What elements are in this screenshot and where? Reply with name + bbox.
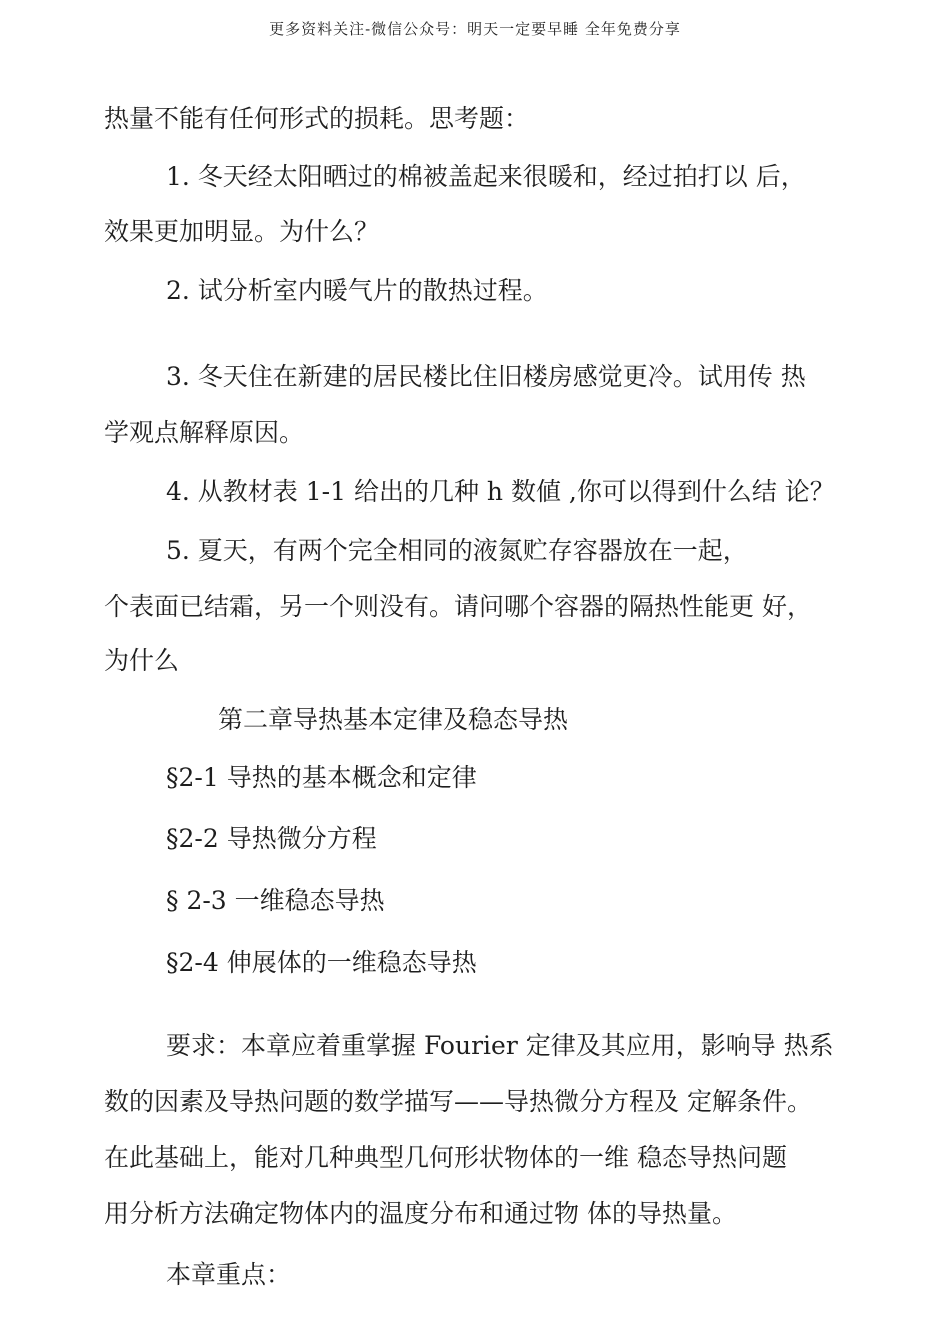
question-3-cont: 学观点解释原因。 <box>104 418 305 447</box>
chapter-title: 第二章导热基本定律及稳态导热 <box>218 705 569 734</box>
section-2-1: §2-1 导热的基本概念和定律 <box>166 763 477 792</box>
page-header: 更多资料关注-微信公众号：明天一定要早睡 全年免费分享 <box>269 20 681 38</box>
question-1-cont: 效果更加明显。为什么？ <box>104 217 380 246</box>
requirements-line-1: 要求：本章应着重掌握 Fourier 定律及其应用，影响导 热系 <box>166 1031 834 1060</box>
requirements-line-3: 在此基础上，能对几种典型几何形状物体的一维 稳态导热问题 <box>104 1143 787 1172</box>
text-line-intro: 热量不能有任何形式的损耗。思考题： <box>104 104 530 133</box>
requirements-line-2: 数的因素及导热问题的数学描写——导热微分方程及 定解条件。 <box>104 1087 812 1116</box>
question-5: 5. 夏天，有两个完全相同的液氮贮存容器放在一起， <box>166 536 748 565</box>
question-2: 2. 试分析室内暖气片的散热过程。 <box>166 276 548 305</box>
question-5-cont: 个表面已结霜，另一个则没有。请问哪个容器的隔热性能更 好， <box>104 592 812 621</box>
section-2-3: § 2-3 一维稳态导热 <box>166 886 385 915</box>
question-3: 3. 冬天住在新建的居民楼比住旧楼房感觉更冷。试用传 热 <box>166 362 806 391</box>
section-2-4: §2-4 伸展体的一维稳态导热 <box>166 948 477 977</box>
key-points-heading: 本章重点： <box>166 1260 292 1289</box>
requirements-line-4: 用分析方法确定物体内的温度分布和通过物 体的导热量。 <box>104 1199 737 1228</box>
question-1: 1. 冬天经太阳晒过的棉被盖起来很暖和，经过拍打以 后， <box>166 162 806 191</box>
section-2-2: §2-2 导热微分方程 <box>166 824 377 853</box>
question-4: 4. 从教材表 1-1 给出的几种 h 数値 ,你可以得到什么结 论？ <box>166 477 835 506</box>
question-5-end: 为什么 <box>104 646 180 675</box>
